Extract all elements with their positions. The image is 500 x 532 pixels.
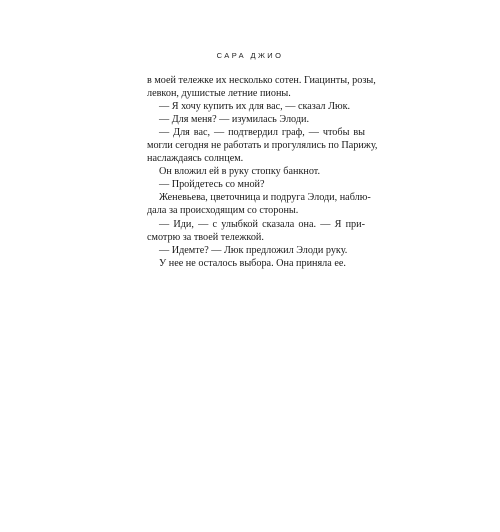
text-line: У нее не осталось выбора. Она приняла ее.	[159, 257, 346, 269]
text-line: дала за происходящим со стороны.	[147, 205, 299, 217]
text-line: наслаждаясь солнцем.	[147, 153, 244, 165]
text-line: — Идемте? — Люк предложил Элоди руку.	[159, 244, 348, 256]
text-line: Женевьева, цветочница и подруга Элоди, наблю-	[159, 192, 371, 204]
text-line: Он вложил ей в руку стопку банкнот.	[159, 166, 321, 178]
text-line: — Пройдетесь со мной?	[159, 179, 265, 191]
text-line: могли сегодня не работать и прогулялись по Парижу,	[147, 140, 378, 152]
text-line: — Для меня? — изумилась Элоди.	[159, 114, 310, 126]
text-line: — Для вас, — подтвердил граф, — чтобы вы	[159, 127, 365, 139]
body-text	[147, 74, 378, 270]
text-line: в моей тележке их несколько сотен. Гиацинты, розы,	[147, 75, 376, 86]
text-line: левкон, душистые летние пионы.	[147, 88, 291, 100]
text-line: — Я хочу купить их для вас, — сказал Люк.	[159, 101, 351, 113]
running-head: САРА ДЖИО	[216, 51, 284, 60]
text-line: смотрю за твоей тележкой.	[147, 231, 264, 243]
text-line: — Иди, — с улыбкой сказала она. — Я при-	[159, 218, 365, 230]
